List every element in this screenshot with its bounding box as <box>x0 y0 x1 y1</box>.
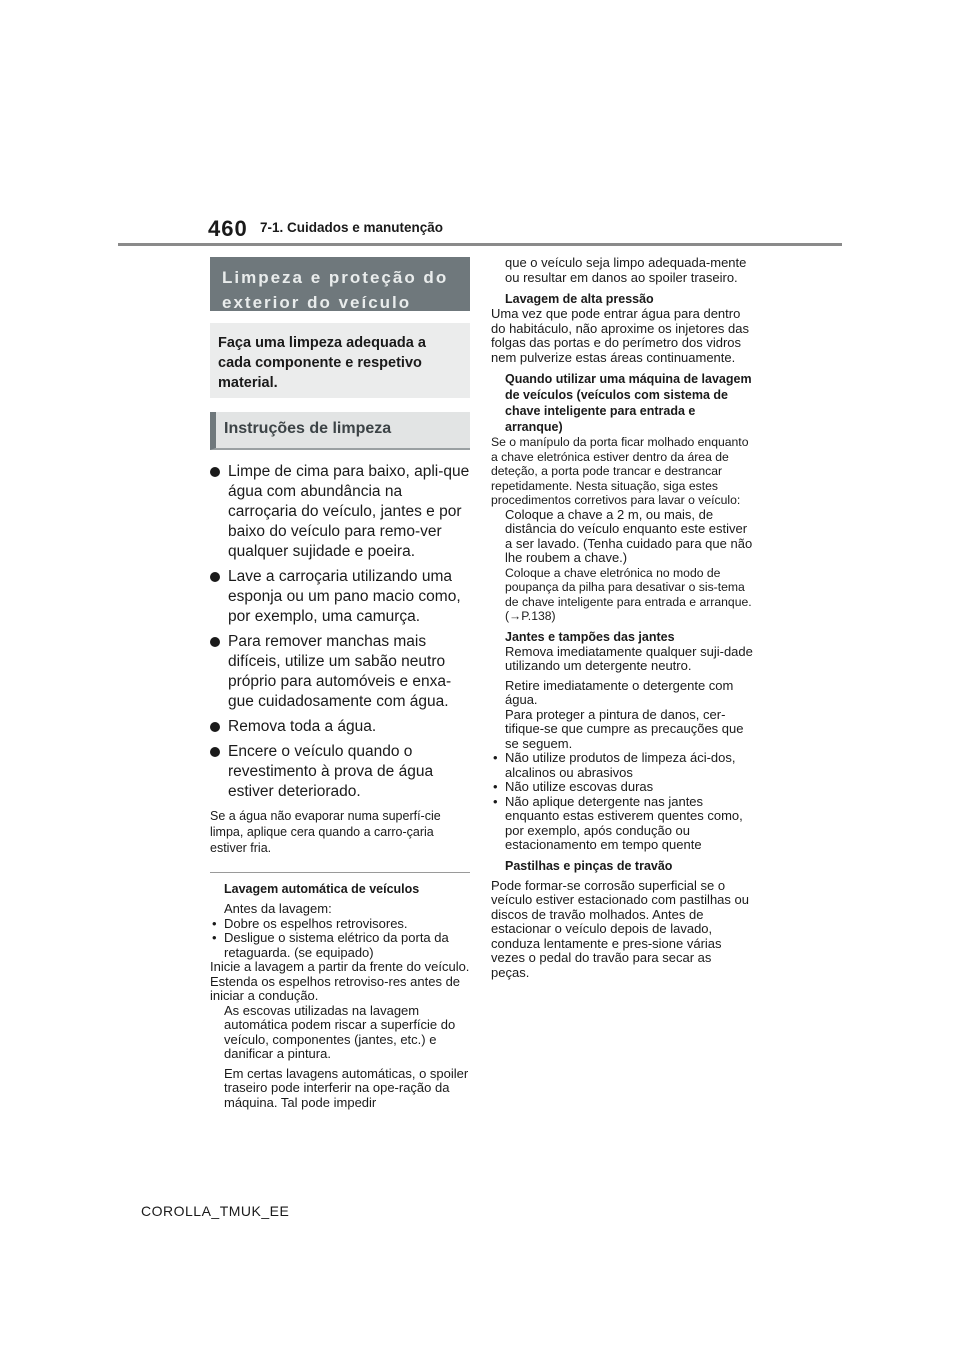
bullet-item: Para remover manchas mais difíceis, utilize um sabão neutro próprio para automóveis e enxa-gue cuidadosamente com água. <box>210 632 470 712</box>
brakes-heading: Pastilhas e pinças de travão <box>505 858 673 873</box>
bullet-item: Limpe de cima para baixo, apli-que água com abundância na carroçaria do veículo, jantes e por baixo do veículo para remo-ver qualquer sujidade e poeira. <box>210 462 470 562</box>
page-title: Limpeza e proteção do exterior do veículo <box>210 257 470 311</box>
bullet-icon <box>210 637 220 647</box>
right-column <box>491 256 753 980</box>
chapter-title: 7-1. Cuidados e manutenção <box>260 220 444 235</box>
smart-key-step-1: Coloque a chave a 2 m, ou mais, de distância do veículo enquanto este estiver a ser lavado. (Tenha cuidado para que não lhe roubem a chave.) <box>505 506 753 565</box>
high-pressure-heading: Lavagem de alta pressão <box>505 292 654 306</box>
intro-box: Faça uma limpeza adequada a cada componente e respetivo material. <box>210 323 470 398</box>
section-heading: Instruções de limpeza <box>210 412 470 450</box>
bullet-item: Encere o veículo quando o revestimento à prova de água estiver deteriorado. <box>210 742 470 802</box>
wheels-p3: Para proteger a pintura de danos, cer-tifique-se que cumpre as precauções que se seguem. <box>505 706 744 751</box>
smart-key-text: Se o manípulo da porta ficar molhado enquanto a chave eletrónica estiver dentro da área de deteção, a porta pode trancar e destrancar repetidamente. Nesta situação, siga estes procedimentos corretivos para lavar o veículo: <box>491 435 749 507</box>
bullet-icon <box>210 467 220 477</box>
auto-wash-before: Antes da lavagem: <box>224 901 332 916</box>
list-item: • Dobre os espelhos retrovisores. <box>212 915 408 931</box>
bullet-icon <box>210 572 220 582</box>
bullet-item: Lave a carroçaria utilizando uma esponja ou um pano macio como, por exemplo, uma camurça. <box>210 567 470 627</box>
cleaning-bullets <box>210 462 470 802</box>
wheels-p1: Remova imediatamente qualquer suji-dade utilizando um detergente neutro. <box>505 643 753 673</box>
section-divider <box>210 872 470 873</box>
high-pressure-text: Uma vez que pode entrar água para dentro do habitáculo, não aproxime os injetores das folgas das portas e do perímetro dos vidros nem pulverize estas áreas continuamente. <box>491 306 749 365</box>
list-item: • Desligue o sistema elétrico da porta da retaguarda. (se equipado) <box>212 930 449 960</box>
auto-wash-spoiler: Em certas lavagens automáticas, o spoiler traseiro pode interferir na ope-ração da máquina. Tal pode impedir <box>224 1065 469 1110</box>
header-rule <box>118 243 842 246</box>
auto-wash-start: Inicie a lavagem a partir da frente do veículo. Estenda os espelhos retroviso-res antes de iniciar a condução. <box>210 959 470 1003</box>
list-item: • Não utilize escovas duras <box>493 779 654 794</box>
left-column <box>210 257 470 1110</box>
list-item: • Não aplique detergente nas jantes enquanto estas estiverem quentes como, por exemplo, após condução ou estacionamento em tempo quente <box>493 793 743 852</box>
smart-key-heading: Quando utilizar uma máquina de lavagem de veículos (veículos com sistema de chave inteligente para entrada e arranque) <box>505 372 752 434</box>
wheels-p2: Retire imediatamente o detergente com água. <box>505 677 734 707</box>
list-item: • Não utilize produtos de limpeza áci-dos, alcalinos ou abrasivos <box>493 750 736 780</box>
auto-wash-heading: Lavagem automática de veículos <box>224 882 420 896</box>
bullet-item: Remova toda a água. <box>210 717 470 737</box>
auto-wash-spoiler-cont: que o veículo seja limpo adequada-mente ou resultar em danos ao spoiler traseiro. <box>505 255 747 285</box>
auto-wash-brushes: As escovas utilizadas na lavagem automática podem riscar a superfície do veículo, componentes (jantes, etc.) e danificar a pintura. <box>224 1002 456 1061</box>
brakes-text: Pode formar-se corrosão superficial se o veículo estiver estacionado com pastilhas ou discos de travão molhados. Antes de estacionar o veículo depois de lavado, conduza lentamente e pres-sione várias vezes o pedal do travão para secar as peças. <box>491 877 749 980</box>
smart-key-step-2: Coloque a chave eletrónica no modo de poupança da pilha para desativar o sis-tema de chave inteligente para entrada e arranque.(→P.138) <box>505 565 752 623</box>
wax-note: Se a água não evaporar numa superfí-cie limpa, aplique cera quando a carro-çaria estiver fria. <box>210 809 441 855</box>
bullet-icon <box>210 722 220 732</box>
page-number: 460 <box>208 216 248 241</box>
wheels-heading: Jantes e tampões das jantes <box>505 629 675 644</box>
bullet-icon <box>210 747 220 757</box>
footer-code: COROLLA_TMUK_EE <box>141 1203 290 1219</box>
